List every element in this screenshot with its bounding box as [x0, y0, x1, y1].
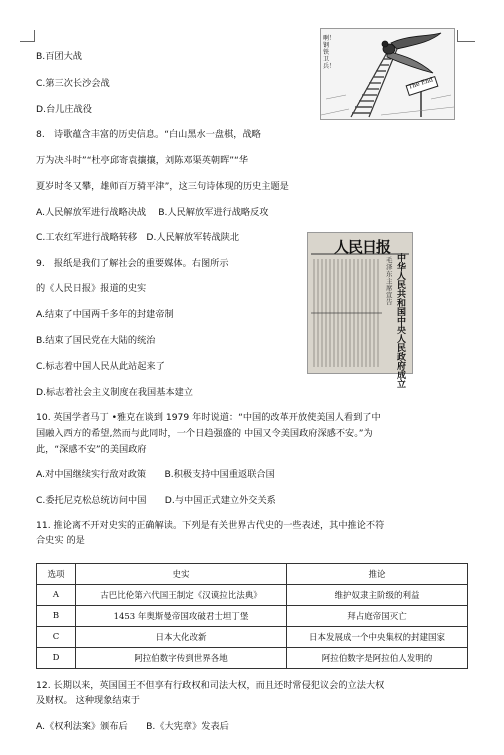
cartoon-drawing	[321, 29, 454, 119]
option-9c: C.标志着中国人民从此站起来了	[36, 361, 165, 372]
history-table	[36, 563, 468, 669]
question-9-line2: 的《人民日报》报道的史实	[36, 283, 147, 294]
option-9a: A.结束了中国两千多年的封建帝制	[36, 309, 174, 320]
table-cell: C	[37, 627, 76, 648]
newspaper-headline: 中华人民共和国中央人民政府成立	[397, 254, 407, 390]
crop-mark	[457, 30, 458, 42]
table-cell: 1453 年奥斯曼帝国攻破君士坦丁堡	[76, 606, 287, 627]
table-cell: B	[37, 606, 76, 627]
question-11-line2: 合史实 的是	[36, 535, 85, 546]
cartoon-bubble-text: 啊！钢铁卫兵！	[323, 35, 336, 70]
options-8-cd: C.工农红军进行战略转移 D.人民解放军转战陕北	[36, 232, 240, 243]
table-header: 史实	[76, 564, 287, 585]
table-row	[37, 627, 468, 648]
table-cell: 阿拉伯数字传到世界各地	[76, 648, 287, 669]
question-8-line2: 万为决斗时”“杜亭邱寄袁攘攘，刘陈邓渠英朝晖”“华	[36, 155, 248, 166]
crop-mark	[457, 41, 475, 42]
table-cell: 古巴比伦第六代国王制定《汉谟拉比法典》	[76, 585, 287, 606]
table-cell: A	[37, 585, 76, 606]
table-row	[37, 606, 468, 627]
question-9: 9. 报纸是我们了解社会的重要媒体。右图所示	[36, 258, 229, 269]
crop-mark	[20, 41, 35, 42]
option-7d: D.台儿庄战役	[36, 104, 92, 115]
table-header: 选项	[37, 564, 76, 585]
table-cell: 日本大化改新	[76, 627, 287, 648]
newspaper-image	[307, 232, 413, 390]
table-row	[37, 585, 468, 606]
question-12: 12. 长期以来，英国国王不但享有行政权和司法大权，而且还时常侵犯议会的立法大权	[36, 680, 385, 691]
newspaper-masthead: 人民日报	[334, 238, 391, 256]
option-7c: C.第三次长沙会战	[36, 78, 110, 89]
question-10-line3: 此，“深感不安”的美国政府	[36, 444, 147, 455]
table-cell: 维护奴隶主阶级的利益	[287, 585, 468, 606]
crop-mark	[34, 30, 35, 42]
table-row	[37, 648, 468, 669]
question-8-line3: 夏岁时冬又攀，雄师百万骑平津”，这三句诗体现的历史主题是	[36, 181, 289, 192]
question-10-line2: 国融入西方的希望,然而与此同时，一个日趋强盛的 中国又令美国政府深感不安。”为	[36, 428, 373, 439]
table-cell: 阿拉伯数字是阿拉伯人发明的	[287, 648, 468, 669]
question-8: 8. 诗歌蕴含丰富的历史信息。“白山黑水一盘棋，战略	[36, 129, 261, 140]
options-8-ab: A.人民解放军进行战略决战 B.人民解放军进行战略反攻	[36, 207, 269, 218]
table-header: 推论	[287, 564, 468, 585]
option-9b: B.结束了国民党在大陆的统治	[36, 335, 156, 346]
options-10-cd: C.委托尼克松总统访问中国 D.与中国正式建立外交关系	[36, 495, 276, 506]
options-10-ab: A.对中国继续实行敌对政策 B.积极支持中国重返联合国	[36, 469, 275, 480]
option-9d: D.标志着社会主义制度在我国基本建立	[36, 387, 193, 398]
question-11: 11. 推论离不开对史实的正确解读。下列是有关世界古代史的一些表述，其中推论不符	[36, 520, 385, 531]
table-cell: 拜占庭帝国灭亡	[287, 606, 468, 627]
cartoon-image	[320, 28, 455, 120]
table-header-row	[37, 564, 468, 585]
newspaper-columns	[308, 233, 412, 373]
option-7b: B.百团大战	[36, 51, 82, 62]
cartoon-sign-text: The End	[407, 76, 434, 91]
question-12-line2: 及财权。 这种现象结束于	[36, 695, 140, 706]
newspaper-subhead: 毛泽东主席宣告	[386, 256, 393, 306]
table-cell: 日本发展成一个中央集权的封建国家	[287, 627, 468, 648]
options-12-ab: A.《权利法案》颁布后 B.《大宪章》发表后	[36, 721, 229, 732]
question-10: 10. 英国学者马丁 •雅克在谈到 1979 年时说道：“中国的改革开放使美国人看到了中	[36, 412, 381, 423]
table-cell: D	[37, 648, 76, 669]
